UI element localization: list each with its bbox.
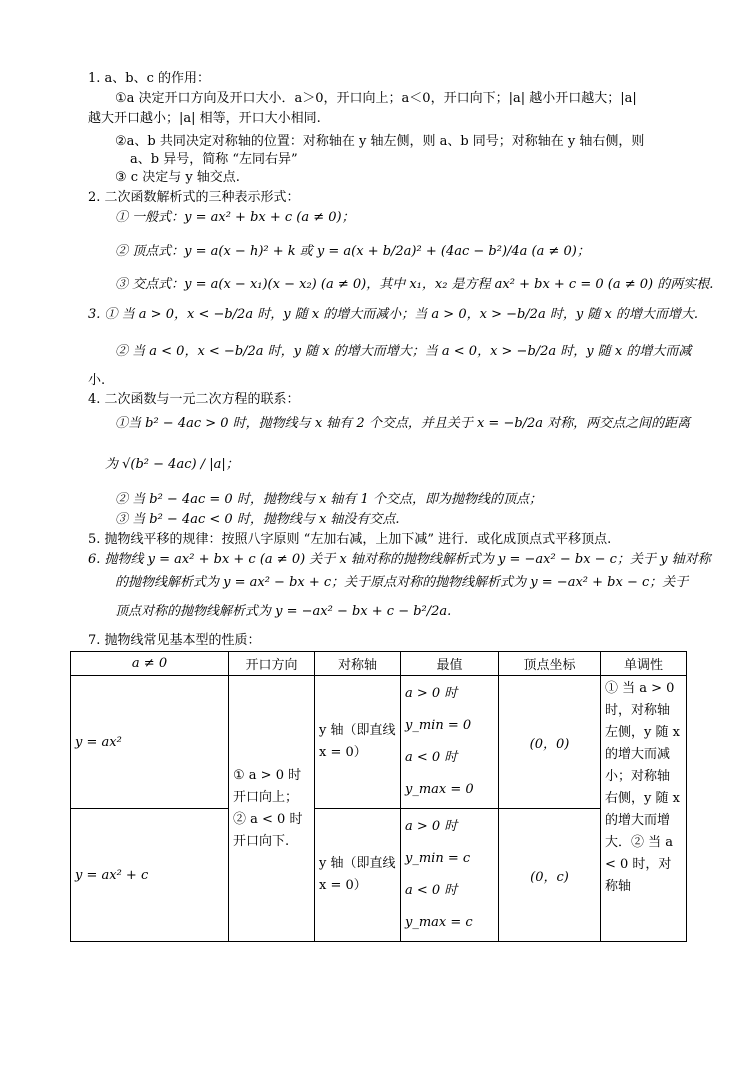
general-form: ① 一般式：y = ax² + bx + c (a ≠ 0)； (115, 210, 355, 225)
item-1-line-c: ②a、b 共同决定对称轴的位置：对称轴在 y 轴左侧，则 a、b 同号；对称轴在 y 轴右侧，则 (115, 134, 645, 149)
extrema-line: y_min = c (405, 851, 471, 866)
item-7-title: 7. 抛物线常见基本型的性质： (88, 633, 261, 648)
header-axis: 对称轴 (315, 652, 401, 676)
item-4-title: 4. 二次函数与一元二次方程的联系： (88, 392, 300, 407)
header-condition: a ≠ 0 (71, 652, 229, 676)
item-4-line-c: ② 当 b² − 4ac = 0 时，抛物线与 x 轴有 1 个交点，即为抛物线的顶点； (115, 492, 542, 507)
vertex-form: ② 顶点式：y = a(x − h)² + k 或 y = a(x + b/2a)² + (4ac − b²)/4a (a ≠ 0)； (115, 244, 590, 259)
vertex-cell: (0，c) (499, 809, 601, 942)
extrema-line: a > 0 时 (405, 819, 458, 834)
table-row (71, 809, 687, 942)
extrema-line: y_max = 0 (405, 782, 474, 797)
item-3-line-a: 3. ① 当 a > 0，x < −b/2a 时，y 随 x 的增大而减小；当 a > 0，x > −b/2a 时，y 随 x 的增大而增大. (88, 307, 699, 322)
vertex-cell: (0，0) (499, 676, 601, 809)
item-1-line-a: ①a 决定开口方向及开口大小．a＞0，开口向上；a＜0，开口向下；|a| 越小开口越大；|a| (115, 91, 637, 106)
extrema-line: a < 0 时 (405, 750, 458, 765)
extrema-cell (401, 676, 499, 809)
item-1-line-e: ③ c 决定与 y 轴交点. (115, 170, 240, 185)
item-1-title: 1. a、b、c 的作用： (88, 71, 211, 86)
item-4-line-a: ①当 b² − 4ac > 0 时，抛物线与 x 轴有 2 个交点，并且关于 x = −b/2a 对称，两交点之间的距离 (115, 416, 691, 431)
item-6-line-b: 的抛物线解析式为 y = ax² − bx + c；关于原点对称的抛物线解析式为 y = −ax² + bx − c；关于 (115, 575, 689, 590)
table-row (71, 676, 687, 809)
header-extrema: 最值 (401, 652, 499, 676)
table-header-row (71, 652, 687, 676)
form-cell: y = ax² (71, 676, 229, 809)
item-1-line-d: a、b 异号，简称 “左同右异” (130, 152, 298, 167)
item-1-line-b: 越大开口越小；|a| 相等，开口大小相同. (88, 111, 321, 126)
extrema-cell (401, 809, 499, 942)
item-3-line-c: 小. (88, 373, 106, 388)
item-6-line-c: 顶点对称的抛物线解析式为 y = −ax² − bx + c − b²/2a. (115, 604, 452, 619)
item-6-line-a: 6. 抛物线 y = ax² + bx + c (a ≠ 0) 关于 x 轴对称的抛物线解析式为 y = −ax² − bx − c；关于 y 轴对称 (88, 552, 711, 567)
item-3-line-b: ② 当 a < 0，x < −b/2a 时，y 随 x 的增大而增大；当 a < 0，x > −b/2a 时，y 随 x 的增大而减 (115, 344, 692, 359)
header-monotonic: 单调性 (601, 652, 687, 676)
opening-cell: ① a > 0 时开口向上；② a < 0 时开口向下. (229, 676, 315, 942)
extrema-line: a > 0 时 (405, 686, 458, 701)
header-vertex: 顶点坐标 (499, 652, 601, 676)
header-opening: 开口方向 (229, 652, 315, 676)
monotonic-cell: ① 当 a > 0 时，对称轴左侧，y 随 x 的增大而减小；对称轴右侧，y 随 x 的增大而增大．② 当 a < 0 时，对称轴 (601, 676, 687, 942)
extrema-line: y_min = 0 (405, 718, 472, 733)
extrema-line: a < 0 时 (405, 883, 458, 898)
item-5: 5. 抛物线平移的规律：按照八字原则 “左加右减，上加下减” 进行．或化成顶点式平移顶点. (88, 532, 612, 547)
axis-cell: y 轴（即直线 x = 0） (315, 676, 401, 809)
intercept-form: ③ 交点式：y = a(x − x₁)(x − x₂) (a ≠ 0)，其中 x₁，x₂ 是方程 ax² + bx + c = 0 (a ≠ 0) 的两实根. (115, 277, 714, 292)
axis-cell: y 轴（即直线 x = 0） (315, 809, 401, 942)
item-4-line-d: ③ 当 b² − 4ac < 0 时，抛物线与 x 轴没有交点. (115, 512, 400, 527)
item-2-title: 2. 二次函数解析式的三种表示形式： (88, 190, 300, 205)
extrema-line: y_max = c (405, 915, 473, 930)
form-cell: y = ax² + c (71, 809, 229, 942)
properties-table (70, 651, 687, 942)
item-4-line-b: 为 √(b² − 4ac) / |a|； (105, 457, 239, 472)
